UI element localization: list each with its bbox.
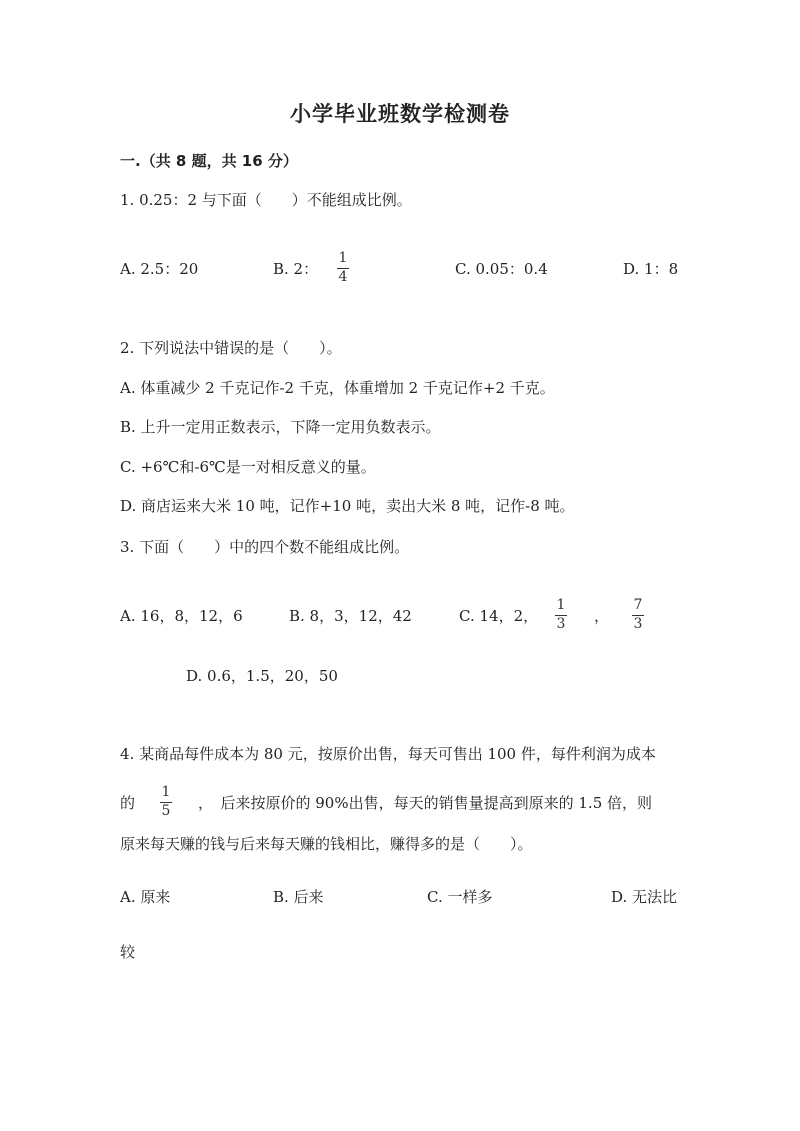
- fraction-denominator: 5: [161, 803, 171, 819]
- question-4-option-d-wrap: 较: [120, 943, 136, 961]
- question-1-option-c[interactable]: C. 0.05：0.4: [455, 260, 548, 278]
- question-3-option-c-fraction-1: [555, 598, 567, 632]
- question-2-option-a[interactable]: A. 体重减少 2 千克记作-2 千克，体重增加 2 千克记作+2 千克。: [120, 379, 555, 397]
- question-1-option-b[interactable]: B. 2：: [273, 260, 319, 278]
- question-4-stem-line-2-end: ， 后来按原价的 90%出售，每天的销售量提高到原来的 1.5 倍，则: [198, 794, 653, 812]
- section-heading: 一.（共 8 题，共 16 分）: [120, 152, 298, 170]
- question-1-option-d[interactable]: D. 1：8: [623, 260, 679, 278]
- question-2-option-c[interactable]: C. +6℃和-6℃是一对相反意义的量。: [120, 458, 376, 476]
- question-3-option-b[interactable]: B. 8，3，12，42: [289, 607, 412, 625]
- fraction-denominator: 3: [633, 616, 643, 632]
- page-title: 小学毕业班数学检测卷: [290, 102, 510, 126]
- question-3-option-a[interactable]: A. 16，8，12，6: [120, 607, 243, 625]
- fraction-numerator: 1: [161, 784, 171, 800]
- question-4-stem-fraction: [160, 785, 172, 819]
- question-4-stem-line-1: 4. 某商品每件成本为 80 元，按原价出售，每天可售出 100 件，每件利润为成本: [120, 745, 656, 763]
- fraction-denominator: 3: [556, 616, 566, 632]
- question-4-stem-line-2-start: 的: [120, 794, 136, 812]
- question-4-option-a[interactable]: A. 原来: [120, 888, 171, 906]
- question-1-option-a[interactable]: A. 2.5：20: [120, 260, 199, 278]
- fraction-numerator: 1: [556, 597, 566, 613]
- question-4-stem-line-3: 原来每天赚的钱与后来每天赚的钱相比，赚得多的是（ ）。: [120, 835, 533, 853]
- question-3-option-d[interactable]: D. 0.6，1.5，20，50: [186, 667, 338, 685]
- question-2-stem: 2. 下列说法中错误的是（ ）。: [120, 339, 342, 357]
- fraction-numerator: 1: [338, 250, 348, 266]
- question-3-option-c-separator: ，: [594, 607, 610, 625]
- question-1-stem: 1. 0.25：2 与下面（ ）不能组成比例。: [120, 191, 412, 209]
- question-2-option-b[interactable]: B. 上升一定用正数表示，下降一定用负数表示。: [120, 418, 441, 436]
- question-1-option-b-fraction: [337, 251, 349, 285]
- question-3-stem: 3. 下面（ ）中的四个数不能组成比例。: [120, 538, 410, 556]
- question-3-option-c-fraction-2: [632, 598, 644, 632]
- question-4-option-d[interactable]: D. 无法比: [611, 888, 678, 906]
- fraction-denominator: 4: [338, 269, 348, 285]
- question-3-option-c[interactable]: C. 14，2，: [459, 607, 539, 625]
- fraction-numerator: 7: [633, 597, 643, 613]
- question-4-option-c[interactable]: C. 一样多: [427, 888, 493, 906]
- question-4-option-b[interactable]: B. 后来: [273, 888, 324, 906]
- question-2-option-d[interactable]: D. 商店运来大米 10 吨，记作+10 吨，卖出大米 8 吨，记作-8 吨。: [120, 497, 575, 515]
